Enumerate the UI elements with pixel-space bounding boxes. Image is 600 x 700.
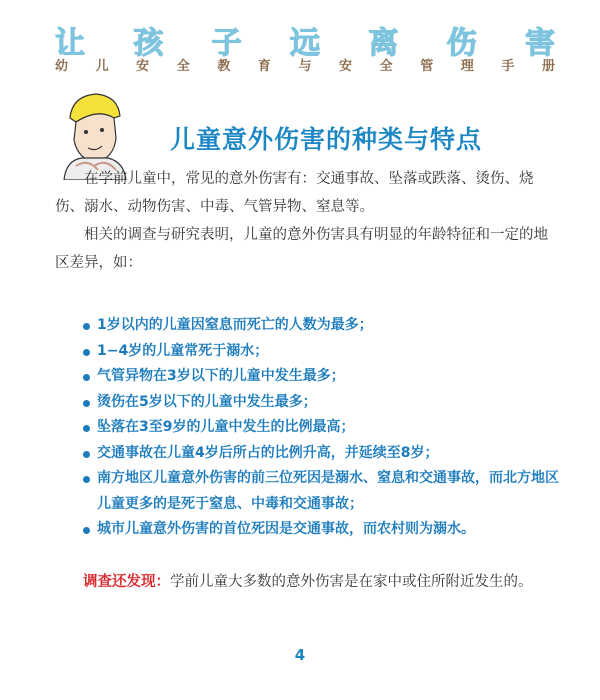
subtitle-char: 安 — [136, 59, 150, 74]
section-heading: 儿童意外伤害的种类与特点 — [170, 125, 483, 154]
list-item-text: 城市儿童意外伤害的首位死因是交通事故，而农村则为溺水。 — [97, 521, 475, 537]
list-item-text: 气管异物在3岁以下的儿童中发生最多； — [97, 368, 345, 384]
research-paragraph: 相关的调查与研究表明，儿童的意外伤害具有明显的年龄特征和一定的地区差异，如： — [55, 227, 548, 271]
list-item-text: 1岁以内的儿童因窒息而死亡的人数为最多； — [97, 317, 373, 333]
list-item-text: 坠落在3至9岁的儿童中发生的比例最高； — [97, 419, 355, 435]
bullet-icon — [83, 374, 90, 381]
list-item-text: 烫伤在5岁以下的儿童中发生最多； — [97, 393, 317, 410]
finding-text: 学前儿童大多数的意外伤害是在家中或住所附近发生的。 — [170, 574, 533, 590]
subtitle-char: 幼 — [55, 59, 69, 74]
subtitle-char: 手 — [501, 59, 515, 74]
page-number: 4 — [294, 646, 306, 664]
title-char: 伤 — [446, 26, 477, 61]
list-item — [83, 339, 563, 365]
characteristics-list — [83, 313, 563, 543]
subtitle-char: 安 — [339, 59, 353, 74]
title-char: 让 — [55, 26, 85, 61]
title-char: 子 — [211, 26, 242, 61]
title-char: 离 — [368, 26, 399, 61]
finding-label: 调查还发现： — [83, 574, 170, 590]
title-char: 远 — [289, 26, 320, 61]
series-subtitle — [55, 55, 555, 74]
subtitle-char: 儿 — [95, 59, 109, 74]
list-item — [83, 415, 563, 441]
list-item — [83, 517, 563, 543]
subtitle-char: 册 — [541, 59, 555, 74]
list-item-text: 1−4岁的儿童常死于溺水； — [97, 342, 269, 359]
title-char: 害 — [524, 26, 555, 61]
bullet-icon — [83, 323, 90, 330]
subtitle-char: 全 — [379, 59, 393, 74]
subtitle-char: 与 — [298, 59, 312, 74]
intro-paragraph: 在学前儿童中，常见的意外伤害有：交通事故、坠落或跌落、烫伤、烧伤、溺水、动物伤害、中毒、气管异物、窒息等。 — [55, 171, 534, 215]
bullet-icon — [83, 349, 90, 356]
bullet-icon — [83, 451, 90, 458]
subtitle-char: 全 — [176, 59, 190, 74]
survey-finding — [83, 570, 533, 591]
bullet-icon — [83, 527, 90, 534]
list-item — [83, 466, 563, 517]
subtitle-char: 理 — [460, 59, 474, 74]
list-item — [83, 390, 563, 416]
list-item-text: 交通事故在儿童4岁后所占的比例升高，并延续至8岁； — [97, 444, 439, 461]
subtitle-char: 管 — [420, 59, 434, 74]
bullet-icon — [83, 425, 90, 432]
bullet-icon — [83, 400, 90, 407]
list-item-text: 南方地区儿童意外伤害的前三位死因是溺水、窒息和交通事故，而北方地区儿童更多的是死于窒息、中毒和交通事故； — [97, 470, 559, 512]
subtitle-char: 教 — [217, 59, 231, 74]
list-item — [83, 441, 563, 467]
list-item — [83, 313, 563, 339]
title-char: 孩 — [133, 26, 164, 61]
bullet-icon — [83, 476, 90, 483]
list-item — [83, 364, 563, 390]
subtitle-char: 育 — [257, 59, 271, 74]
